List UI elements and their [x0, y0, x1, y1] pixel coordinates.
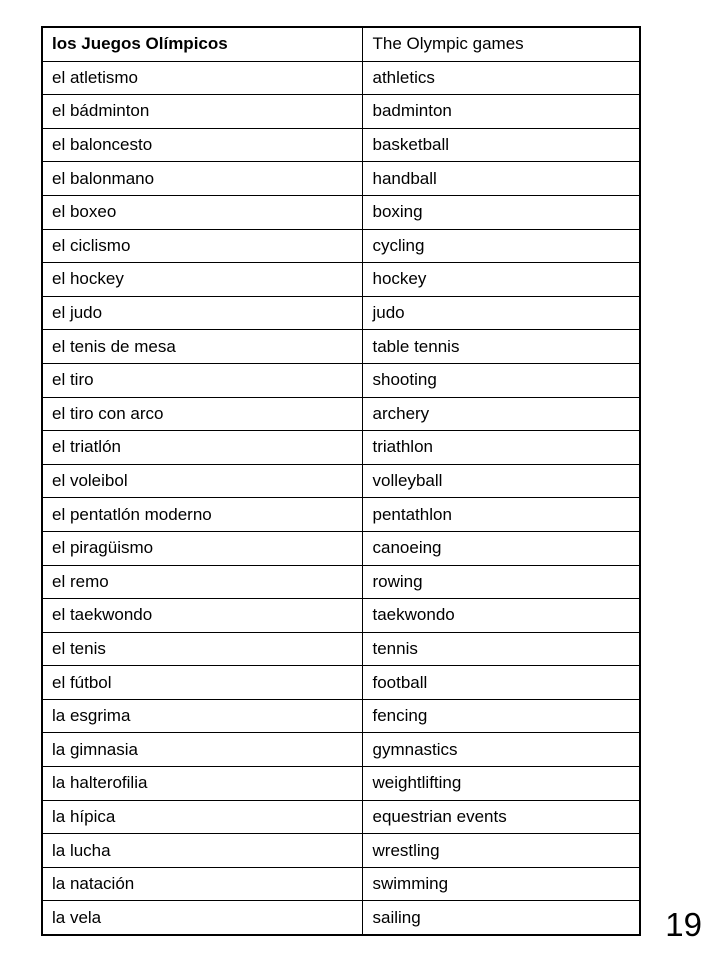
- spanish-term: el judo: [42, 296, 362, 330]
- header-spanish: los Juegos Olímpicos: [42, 27, 362, 61]
- spanish-term: el tiro: [42, 363, 362, 397]
- table-row: [42, 733, 640, 767]
- spanish-term: la gimnasia: [42, 733, 362, 767]
- spanish-term: la halterofilia: [42, 767, 362, 801]
- header-english: The Olympic games: [362, 27, 640, 61]
- spanish-term: el boxeo: [42, 195, 362, 229]
- english-translation: boxing: [362, 195, 640, 229]
- english-translation: canoeing: [362, 531, 640, 565]
- table-row: [42, 229, 640, 263]
- english-translation: hockey: [362, 263, 640, 297]
- table-row: [42, 263, 640, 297]
- table-row: [42, 699, 640, 733]
- english-translation: equestrian events: [362, 800, 640, 834]
- spanish-term: el ciclismo: [42, 229, 362, 263]
- table-row: [42, 363, 640, 397]
- english-translation: judo: [362, 296, 640, 330]
- english-translation: basketball: [362, 128, 640, 162]
- english-translation: wrestling: [362, 834, 640, 868]
- spanish-term: el fútbol: [42, 666, 362, 700]
- table-row: [42, 330, 640, 364]
- table-row: [42, 834, 640, 868]
- spanish-term: la vela: [42, 901, 362, 935]
- spanish-term: el voleibol: [42, 464, 362, 498]
- spanish-term: el tenis de mesa: [42, 330, 362, 364]
- table-row: [42, 195, 640, 229]
- spanish-term: el piragüismo: [42, 531, 362, 565]
- vocabulary-table-body: [42, 27, 640, 935]
- spanish-term: el tenis: [42, 632, 362, 666]
- english-translation: athletics: [362, 61, 640, 95]
- english-translation: volleyball: [362, 464, 640, 498]
- table-row: [42, 531, 640, 565]
- spanish-term: el tiro con arco: [42, 397, 362, 431]
- english-translation: badminton: [362, 95, 640, 129]
- english-translation: pentathlon: [362, 498, 640, 532]
- spanish-term: el atletismo: [42, 61, 362, 95]
- table-row: [42, 128, 640, 162]
- table-row: [42, 61, 640, 95]
- english-translation: sailing: [362, 901, 640, 935]
- english-translation: triathlon: [362, 431, 640, 465]
- spanish-term: la esgrima: [42, 699, 362, 733]
- english-translation: gymnastics: [362, 733, 640, 767]
- table-row: [42, 431, 640, 465]
- table-row: [42, 599, 640, 633]
- english-translation: table tennis: [362, 330, 640, 364]
- spanish-term: el baloncesto: [42, 128, 362, 162]
- spanish-term: el balonmano: [42, 162, 362, 196]
- page-number: 19: [665, 906, 702, 943]
- spanish-term: el bádminton: [42, 95, 362, 129]
- english-translation: swimming: [362, 867, 640, 901]
- english-translation: rowing: [362, 565, 640, 599]
- table-row: [42, 397, 640, 431]
- english-translation: handball: [362, 162, 640, 196]
- table-row: [42, 901, 640, 935]
- english-translation: weightlifting: [362, 767, 640, 801]
- table-row: [42, 296, 640, 330]
- table-row: [42, 666, 640, 700]
- spanish-term: el triatlón: [42, 431, 362, 465]
- table-row: [42, 632, 640, 666]
- english-translation: fencing: [362, 699, 640, 733]
- vocabulary-table: [41, 26, 641, 936]
- spanish-term: el remo: [42, 565, 362, 599]
- table-row: [42, 867, 640, 901]
- english-translation: tennis: [362, 632, 640, 666]
- spanish-term: la lucha: [42, 834, 362, 868]
- english-translation: archery: [362, 397, 640, 431]
- english-translation: cycling: [362, 229, 640, 263]
- spanish-term: la hípica: [42, 800, 362, 834]
- spanish-term: la natación: [42, 867, 362, 901]
- table-row: [42, 464, 640, 498]
- table-row: [42, 162, 640, 196]
- english-translation: football: [362, 666, 640, 700]
- english-translation: taekwondo: [362, 599, 640, 633]
- table-row: [42, 95, 640, 129]
- table-row: [42, 565, 640, 599]
- table-row: [42, 767, 640, 801]
- table-row: [42, 498, 640, 532]
- spanish-term: el taekwondo: [42, 599, 362, 633]
- table-header-row: [42, 27, 640, 61]
- spanish-term: el hockey: [42, 263, 362, 297]
- table-row: [42, 800, 640, 834]
- spanish-term: el pentatlón moderno: [42, 498, 362, 532]
- english-translation: shooting: [362, 363, 640, 397]
